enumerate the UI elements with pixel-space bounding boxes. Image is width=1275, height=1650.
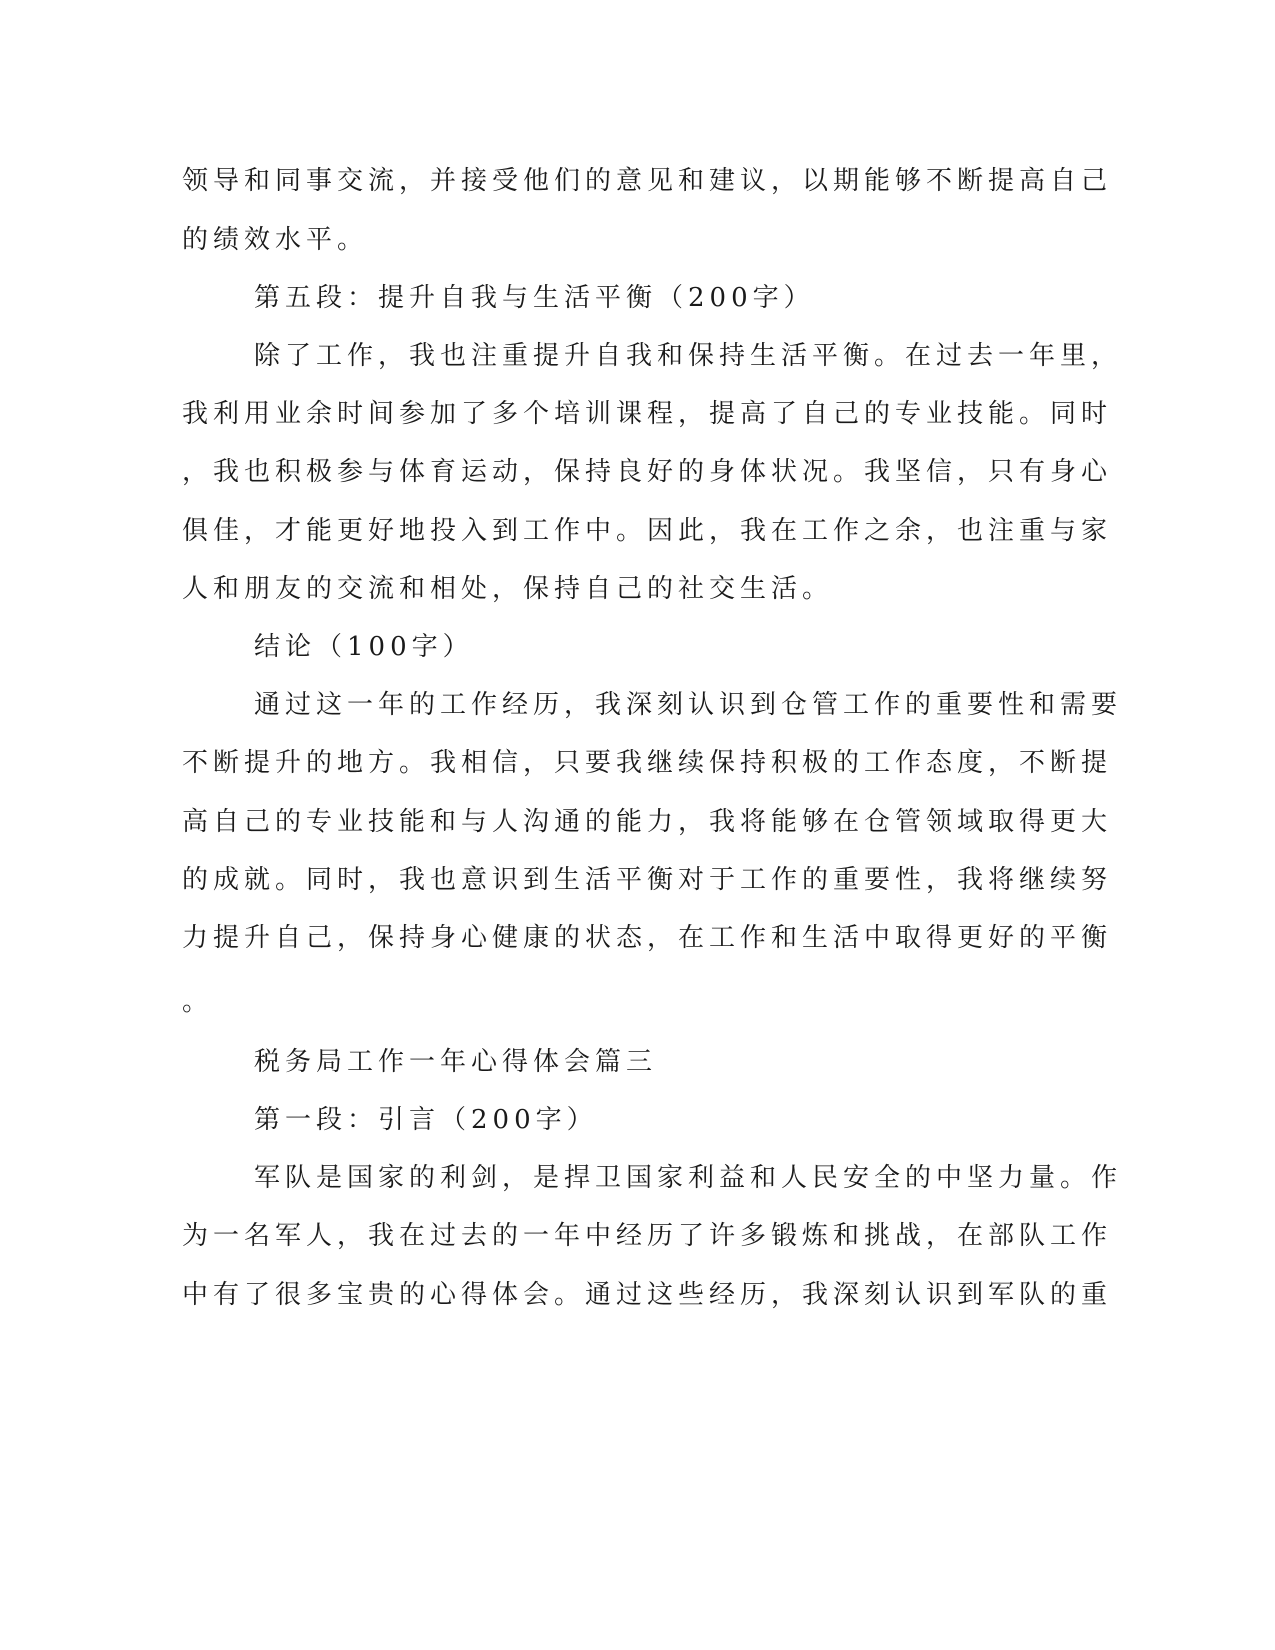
section-heading-5: 第五段：提升自我与生活平衡（200字） (254, 283, 815, 313)
paragraph-line: 。 (182, 987, 214, 1017)
conclusion-heading: 结论（100字） (254, 632, 474, 662)
article-title: 税务局工作一年心得体会篇三 (254, 1047, 658, 1077)
paragraph-line: 除了工作，我也注重提升自我和保持生活平衡。在过去一年里， (254, 341, 1123, 371)
paragraph-line: ，我也积极参与体育运动，保持良好的身体状况。我坚信，只有身心 (182, 457, 1113, 487)
paragraph-line: 人和朋友的交流和相处，保持自己的社交生活。 (182, 574, 834, 604)
paragraph-line: 军队是国家的利剑，是捍卫国家利益和人民安全的中坚力量。作 (254, 1163, 1123, 1193)
paragraph-line: 力提升自己，保持身心健康的状态，在工作和生活中取得更好的平衡 (182, 923, 1113, 953)
paragraph-line: 通过这一年的工作经历，我深刻认识到仓管工作的重要性和需要 (254, 690, 1123, 720)
paragraph-line: 为一名军人，我在过去的一年中经历了许多锻炼和挑战，在部队工作 (182, 1221, 1113, 1251)
paragraph-line: 俱佳，才能更好地投入到工作中。因此，我在工作之余，也注重与家 (182, 516, 1113, 546)
paragraph-line: 中有了很多宝贵的心得体会。通过这些经历，我深刻认识到军队的重 (182, 1280, 1113, 1310)
paragraph-line: 不断提升的地方。我相信，只要我继续保持积极的工作态度，不断提 (182, 748, 1113, 778)
section-heading-1: 第一段：引言（200字） (254, 1105, 598, 1135)
paragraph-line: 高自己的专业技能和与人沟通的能力，我将能够在仓管领域取得更大 (182, 807, 1113, 837)
paragraph-line: 我利用业余时间参加了多个培训课程，提高了自己的专业技能。同时 (182, 399, 1113, 429)
paragraph-line: 领导和同事交流，并接受他们的意见和建议，以期能够不断提高自己 (182, 166, 1113, 196)
paragraph-line: 的绩效水平。 (182, 225, 369, 255)
paragraph-line: 的成就。同时，我也意识到生活平衡对于工作的重要性，我将继续努 (182, 865, 1113, 895)
